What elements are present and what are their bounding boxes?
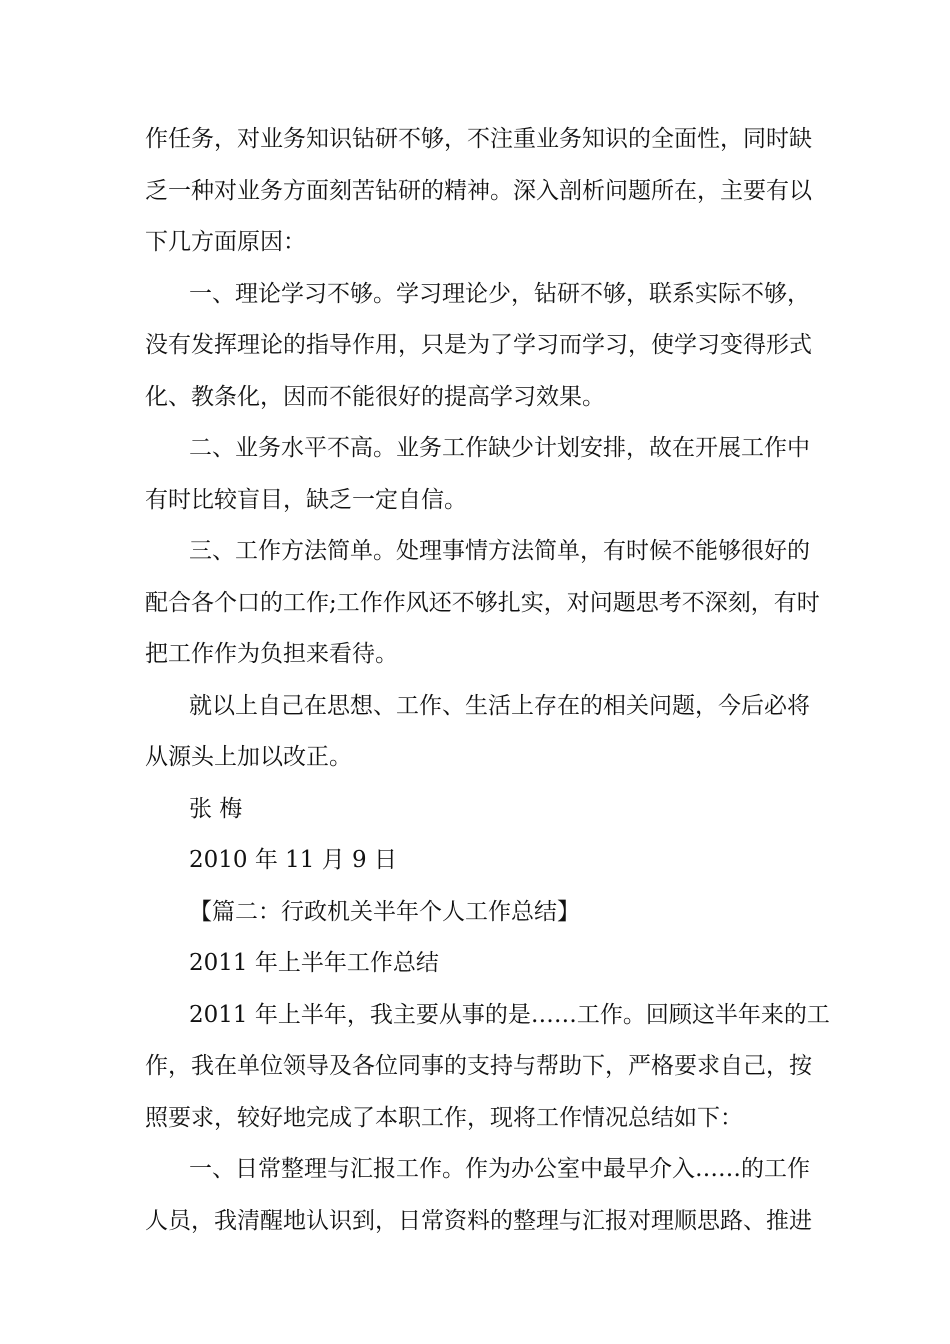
text-line: 乏一种对业务方面刻苦钻研的精神。深入剖析问题所在，主要有以 — [145, 177, 812, 204]
text-line: 下几方面原因： — [145, 229, 306, 255]
text-line: 有时比较盲目，缺乏一定自信。 — [145, 486, 467, 513]
document-body — [145, 116, 830, 1249]
text-line: 就以上自己在思想、工作、生活上存在的相关问题，今后必将 — [189, 692, 810, 719]
text-line: 一、日常整理与汇报工作。作为办公室中最早介入……的工作 — [189, 1156, 810, 1182]
section-title: 2011 年上半年工作总结 — [189, 950, 439, 976]
text-line: 化、教条化，因而不能很好的提高学习效果。 — [145, 383, 605, 410]
text-line: 2011 年上半年，我主要从事的是……工作。回顾这半年来的工 — [189, 1001, 830, 1028]
text-line: 从源头上加以改正。 — [145, 744, 352, 770]
text-line: 人员，我清醒地认识到，日常资料的整理与汇报对理顺思路、推进 — [145, 1207, 812, 1234]
text-line: 照要求，较好地完成了本职工作，现将工作情况总结如下： — [145, 1104, 743, 1131]
signature-name: 张 梅 — [189, 795, 243, 822]
signature-date: 2010 年 11 月 9 日 — [189, 847, 397, 873]
text-line: 没有发挥理论的指导作用，只是为了学习而学习，使学习变得形式 — [145, 332, 812, 358]
text-line: 作，我在单位领导及各位同事的支持与帮助下，严格要求自己，按 — [145, 1053, 812, 1079]
text-line: 三、工作方法简单。处理事情方法简单，有时候不能够很好的 — [189, 538, 810, 564]
section-heading: 【篇二：行政机关半年个人工作总结】 — [189, 898, 580, 925]
text-line: 作任务，对业务知识钻研不够，不注重业务知识的全面性，同时缺 — [145, 126, 812, 152]
text-line: 一、理论学习不够。学习理论少，钻研不够，联系实际不够， — [189, 280, 810, 307]
text-line: 把工作作为负担来看待。 — [145, 641, 398, 667]
text-line: 二、业务水平不高。业务工作缺少计划安排，故在开展工作中 — [189, 435, 810, 461]
text-line: 配合各个口的工作;工作作风还不够扎实，对问题思考不深刻，有时 — [145, 589, 820, 616]
